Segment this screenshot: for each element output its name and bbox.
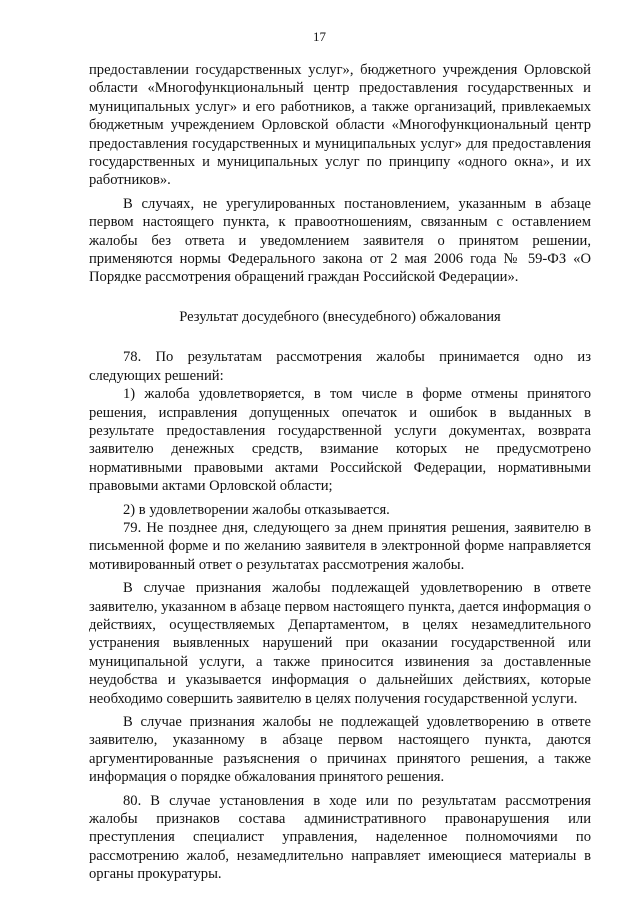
paragraph-complaint-satisfied: В случае признания жалобы подлежащей удовлетворению в ответе заявителю, указанном в абзаце первом настоящего пункта, дается информация о действиях, осуществляемых Департаментом, в целях незамедлительного устранения выявленных нарушений при оказании государственной или муниципальной услуги, а также приносится извинения за доставленные неудобства и указывается информация о дальнейших действиях, которые необходимо совершить заявителю в целях получения государственной услуги. bbox=[89, 580, 591, 707]
page-number: 17 bbox=[313, 29, 326, 44]
paragraph-79: 79. Не позднее дня, следующего за днем принятия решения, заявителю в письменной форме и по желанию заявителя в электронной форме направляется мотивированный ответ о результатах рассмотрения жалобы. bbox=[89, 519, 591, 573]
paragraph-78-item-2: 2) в удовлетворении жалобы отказывается. bbox=[123, 501, 390, 518]
paragraph-78: 78. По результатам рассмотрения жалобы принимается одно из следующих решений: bbox=[89, 349, 591, 384]
paragraph-78-item-1: 1) жалоба удовлетворяется, в том числе в форме отмены принятого решения, исправления допущенных опечаток и ошибок в выданных в результате предоставления государственной услуги документах, возврата заявителю денежных средств, взимание которых не предусмотрено нормативными правовыми актами Российской Федерации, нормативными правовыми актами Орловской области; bbox=[89, 386, 591, 495]
paragraph-unregulated-cases: В случаях, не урегулированных постановлением, указанным в абзаце первом настоящего пункта, к правоотношениям, связанным с оставлением жалобы без ответа и уведомлением заявителя о принятом решении, применяются нормы Федерального закона от 2 мая 2006 года № 59-ФЗ «О Порядке рассмотрения обращений граждан Российской Федерации». bbox=[89, 195, 591, 286]
section-heading: Результат досудебного (внесудебного) обжалования bbox=[179, 308, 501, 325]
paragraph-80: 80. В случае установления в ходе или по результатам рассмотрения жалобы признаков состава административного правонарушения или преступления специалист управления, наделенное полномочиями по рассмотрению жалоб, незамедлительно направляет имеющиеся материалы в органы прокуратуры. bbox=[89, 792, 591, 883]
paragraph-mfc-regulation-end: предоставлении государственных услуг», бюджетного учреждения Орловской области «Многофункциональный центр предоставления государственных и муниципальных услуг» и его работников, а также организаций, привлекаемых бюджетным учреждением Орловской области «Многофункциональный центр предоставления государственных и муниципальных услуг» для предоставления государственных и муниципальных услуг по принципу «одного окна», и их работников». bbox=[89, 62, 591, 189]
paragraph-complaint-rejected: В случае признания жалобы не подлежащей удовлетворению в ответе заявителю, указанному в абзаце первом настоящего пункта, даются аргументированные разъяснения о причинах принятого решения, а также информация о порядке обжалования принятого решения. bbox=[89, 714, 591, 786]
document-body bbox=[89, 61, 591, 884]
